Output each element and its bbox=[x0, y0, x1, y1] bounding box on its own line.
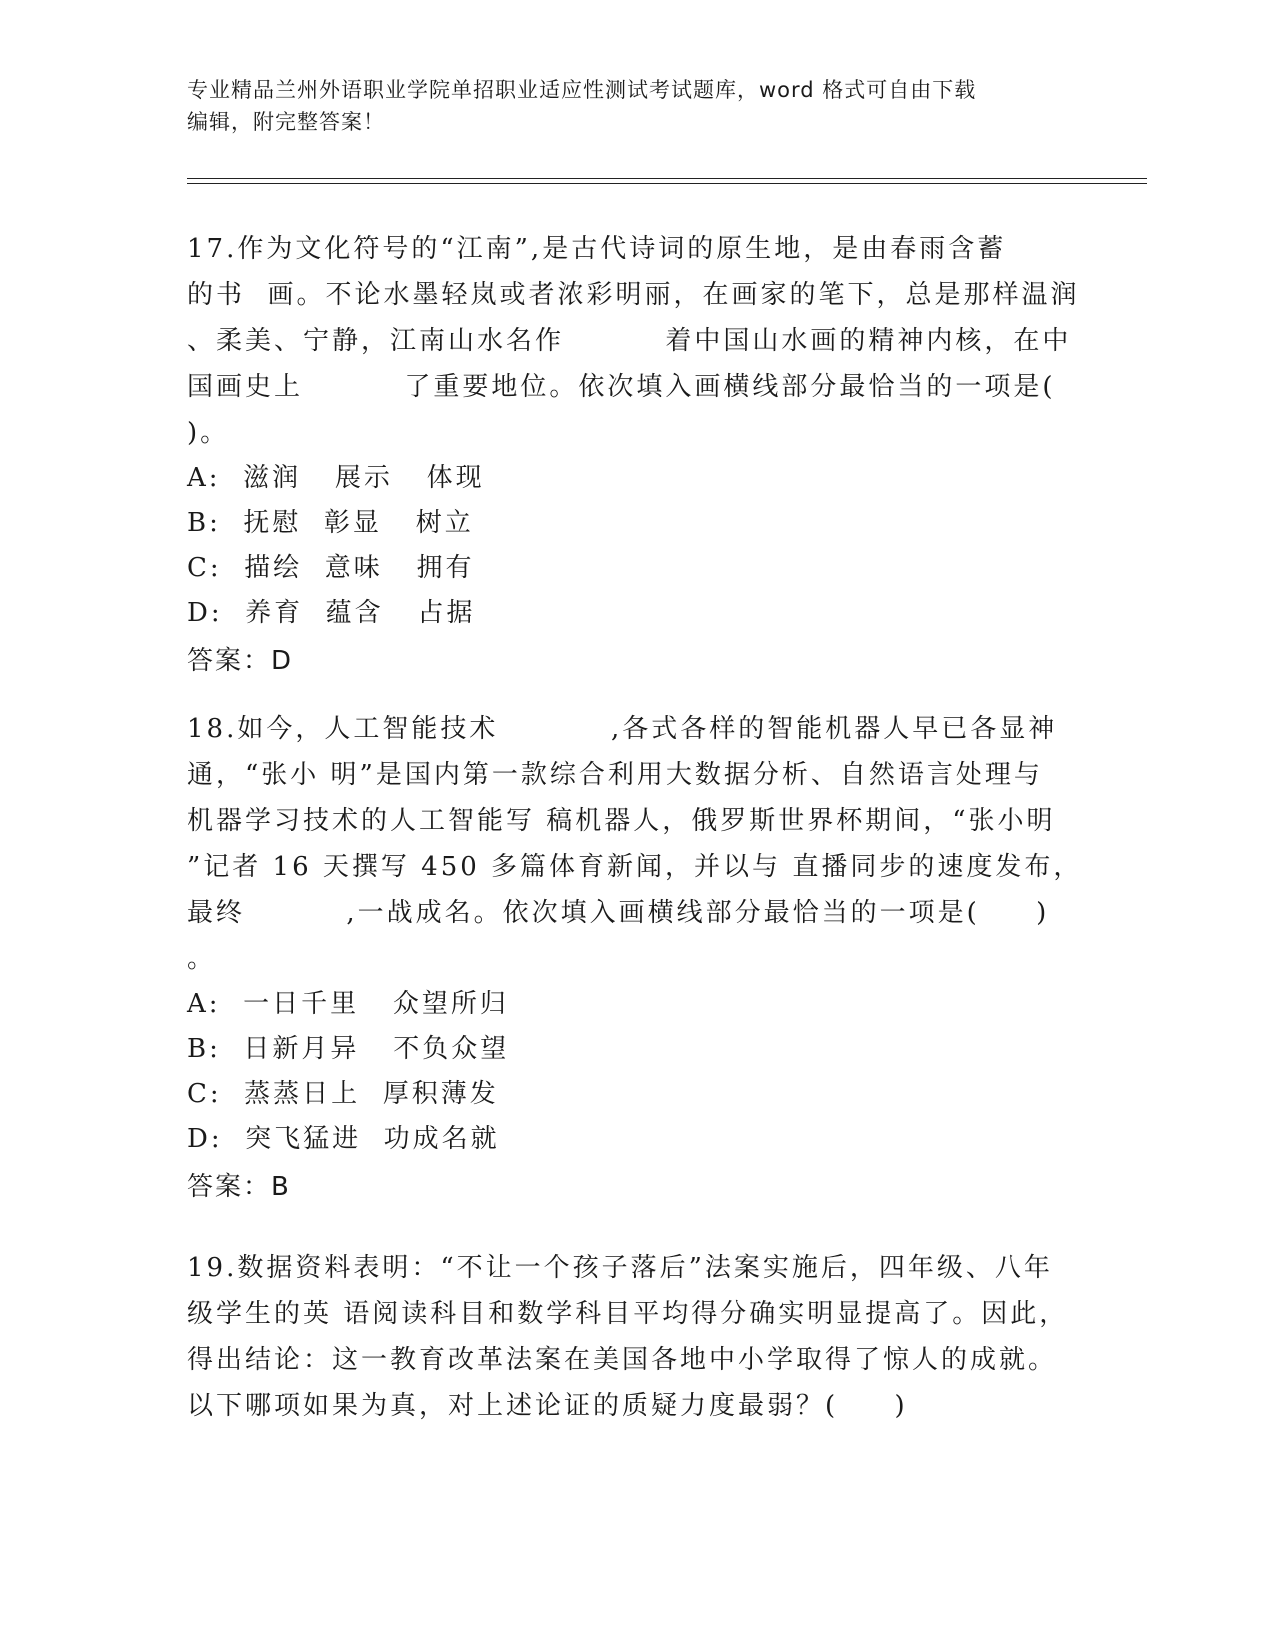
page-header bbox=[187, 74, 1067, 138]
stem-line: 通，“张小 明”是国内第一款综合利用大数据分析、自然语言处理与 bbox=[187, 760, 1043, 790]
option-a: A: 滋润 展示 体现 bbox=[187, 463, 485, 493]
stem-line: 、柔美、宁静，江南山水名作 着中国山水画的精神内核，在中 bbox=[187, 326, 1072, 356]
option-d: D: 养育 蕴含 占据 bbox=[187, 598, 476, 628]
header-divider-bottom bbox=[187, 183, 1147, 184]
question-19 bbox=[187, 1245, 1067, 1429]
question-17 bbox=[187, 226, 1080, 684]
stem-line: 17.作为文化符号的“江南”,是古代诗词的原生地，是由春雨含蓄 bbox=[187, 234, 1007, 264]
stem-line: 机器学习技术的人工智能写 稿机器人，俄罗斯世界杯期间，“张小明 bbox=[187, 806, 1056, 836]
stem-line: 得出结论：这一教育改革法案在美国各地中小学取得了惊人的成就。 bbox=[187, 1345, 1058, 1375]
stem-line: 18.如今，人工智能技术 ,各式各样的智能机器人早已各显神 bbox=[187, 714, 1058, 744]
question-stem bbox=[187, 1245, 1067, 1429]
answer: 答案：B bbox=[187, 1172, 291, 1202]
option-b: B: 抚慰 彰显 树立 bbox=[187, 508, 474, 538]
stem-line: 国画史上 了重要地位。依次填入画横线部分最恰当的一项是( bbox=[187, 372, 1056, 402]
question-stem bbox=[187, 706, 1083, 982]
option-b: B: 日新月异 不负众望 bbox=[187, 1034, 510, 1064]
header-line-1: 专业精品兰州外语职业学院单招职业适应性测试考试题库，word 格式可自由下载 bbox=[187, 78, 977, 102]
stem-line: 的书 画。不论水墨轻岚或者浓彩明丽，在画家的笔下，总是那样温润 bbox=[187, 280, 1080, 310]
option-a: A: 一日千里 众望所归 bbox=[187, 989, 509, 1019]
stem-line: 最终 ,一战成名。依次填入画横线部分最恰当的一项是( ) bbox=[187, 898, 1050, 928]
question-stem bbox=[187, 226, 1080, 456]
stem-line: 19.数据资料表明：“不让一个孩子落后”法案实施后，四年级、八年 bbox=[187, 1253, 1053, 1283]
stem-line: 以下哪项如果为真，对上述论证的质疑力度最弱？( ) bbox=[187, 1391, 908, 1421]
stem-line: ”记者 16 天撰写 450 多篇体育新闻，并以与 直播同步的速度发布， bbox=[187, 852, 1083, 882]
option-d: D: 突飞猛进 功成名就 bbox=[187, 1124, 500, 1154]
question-18 bbox=[187, 706, 1083, 1210]
option-c: C: 蒸蒸日上 厚积薄发 bbox=[187, 1079, 499, 1109]
header-line-2: 编辑，附完整答案！ bbox=[187, 110, 385, 134]
stem-line: )。 bbox=[187, 418, 230, 448]
stem-line: 级学生的英 语阅读科目和数学科目平均得分确实明显提高了。因此， bbox=[187, 1299, 1069, 1329]
answer: 答案：D bbox=[187, 646, 294, 676]
stem-line: 。 bbox=[187, 944, 217, 974]
option-c: C: 描绘 意味 拥有 bbox=[187, 553, 475, 583]
header-divider-top bbox=[187, 178, 1147, 179]
